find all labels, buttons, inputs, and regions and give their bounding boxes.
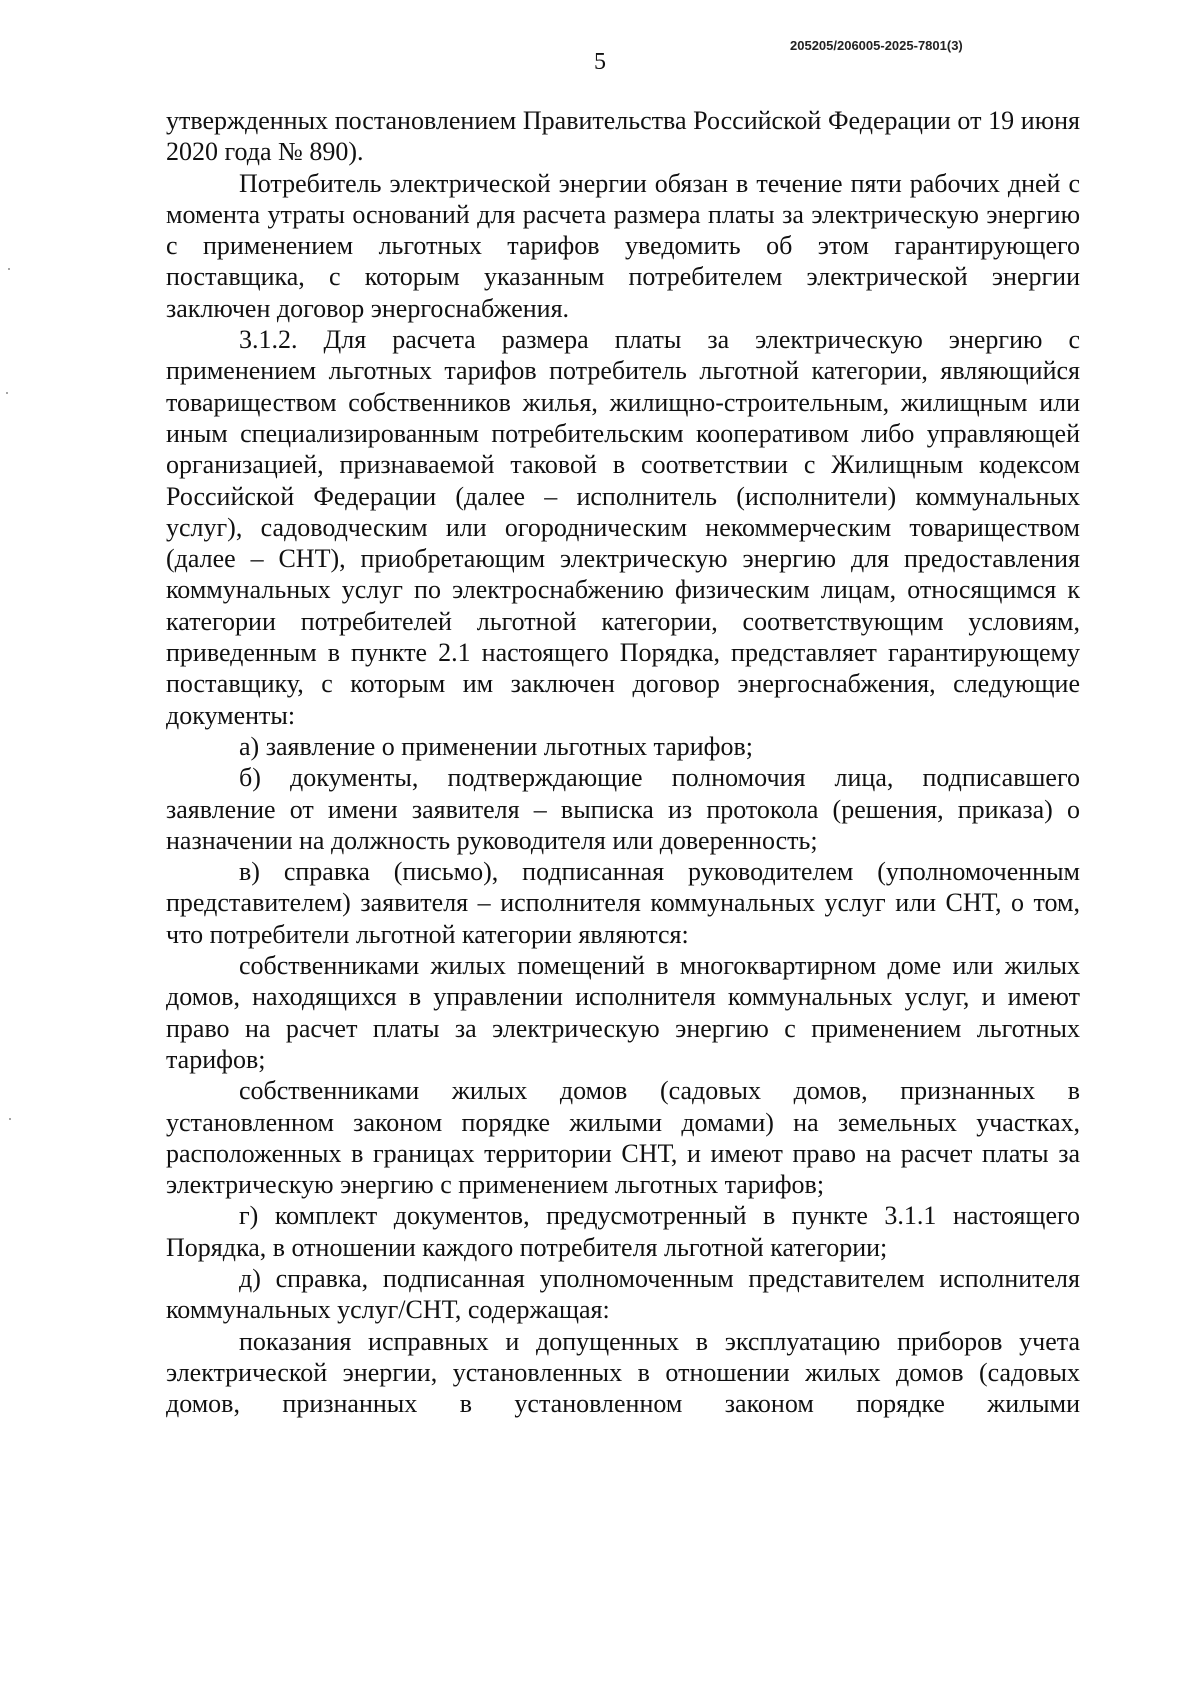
list-item-b: б) документы, подтверждающие полномочия лица, подписавшего заявление от имени заявителя – выписка из протокола (решения, приказа) о назначении на должность руководителя или доверенность; (166, 763, 1080, 855)
document-body (166, 105, 1080, 1419)
paragraph-3-1-2: 3.1.2. Для расчета размера платы за электрическую энергию с применением льготных тарифов потребитель льготной категории, являющийся товариществом собственников жилья, жилищно-строительным, жилищным или иным специализированным потребительским кооперативом либо управляющей организацией, признаваемой таковой в соответствии с Жилищным кодексом Российской Федерации (далее – исполнитель (исполнители) коммунальных услуг), садоводческим или огородническим некоммерческим товариществом (далее – СНТ), приобретающим электрическую энергию для предоставления коммунальных услуг по электроснабжению физическим лицам, относящимся к категории потребителей льготной категории, соответствующим условиям, приведенным в пункте 2.1 настоящего Порядка, представляет гарантирующему поставщику, с которым им заключен договор энергоснабжения, следующие документы: (166, 325, 1080, 730)
list-item-g: г) комплект документов, предусмотренный в пункте 3.1.1 настоящего Порядка, в отношении каждого потребителя льготной категории; (166, 1201, 1080, 1262)
list-item-d: д) справка, подписанная уполномоченным представителем исполнителя коммунальных услуг/СНТ, содержащая: (166, 1263, 1080, 1325)
list-item-v: в) справка (письмо), подписанная руководителем (уполномоченным представителем) заявителя – исполнителя коммунальных услуг или СНТ, о том, что потребители льготной категории являются: (166, 857, 1080, 949)
document-id-stamp: 205205/206005-2025-7801(3) (790, 38, 963, 53)
scan-speck (6, 392, 8, 394)
sub-item-house-owners: собственниками жилых домов (садовых домов, признанных в установленном законом порядке жилыми домами) на земельных участках, расположенных в границах территории СНТ, и имеют право на расчет платы за электрическую энергию с применением льготных тарифов; (166, 1076, 1080, 1200)
paragraph: утвержденных постановлением Правительства Российской Федерации от 19 июня 2020 года № 890). (166, 106, 1080, 167)
sub-item-apartment-owners: собственниками жилых помещений в многоквартирном доме или жилых домов, находящихся в управлении исполнителя коммунальных услуг, и имеют право на расчет платы за электрическую энергию с применением льготных тарифов; (166, 951, 1080, 1074)
sub-item-meter-readings: показания исправных и допущенных в эксплуатацию приборов учета электрической энергии, установленных в отношении жилых домов (садовых домов, признанных в установленном законом порядке жилыми (166, 1326, 1080, 1419)
page-number: 5 (594, 49, 606, 75)
paragraph: Потребитель электрической энергии обязан в течение пяти рабочих дней с момента утраты оснований для расчета размера платы за электрическую энергию с применением льготных тарифов уведомить об этом гарантирующего поставщика, с которым указанным потребителем электрической энергии заключен договор энергоснабжения. (166, 168, 1080, 323)
list-item-a: а) заявление о применении льготных тарифов; (239, 731, 754, 761)
scan-speck (9, 1118, 11, 1120)
scan-speck (8, 268, 10, 270)
